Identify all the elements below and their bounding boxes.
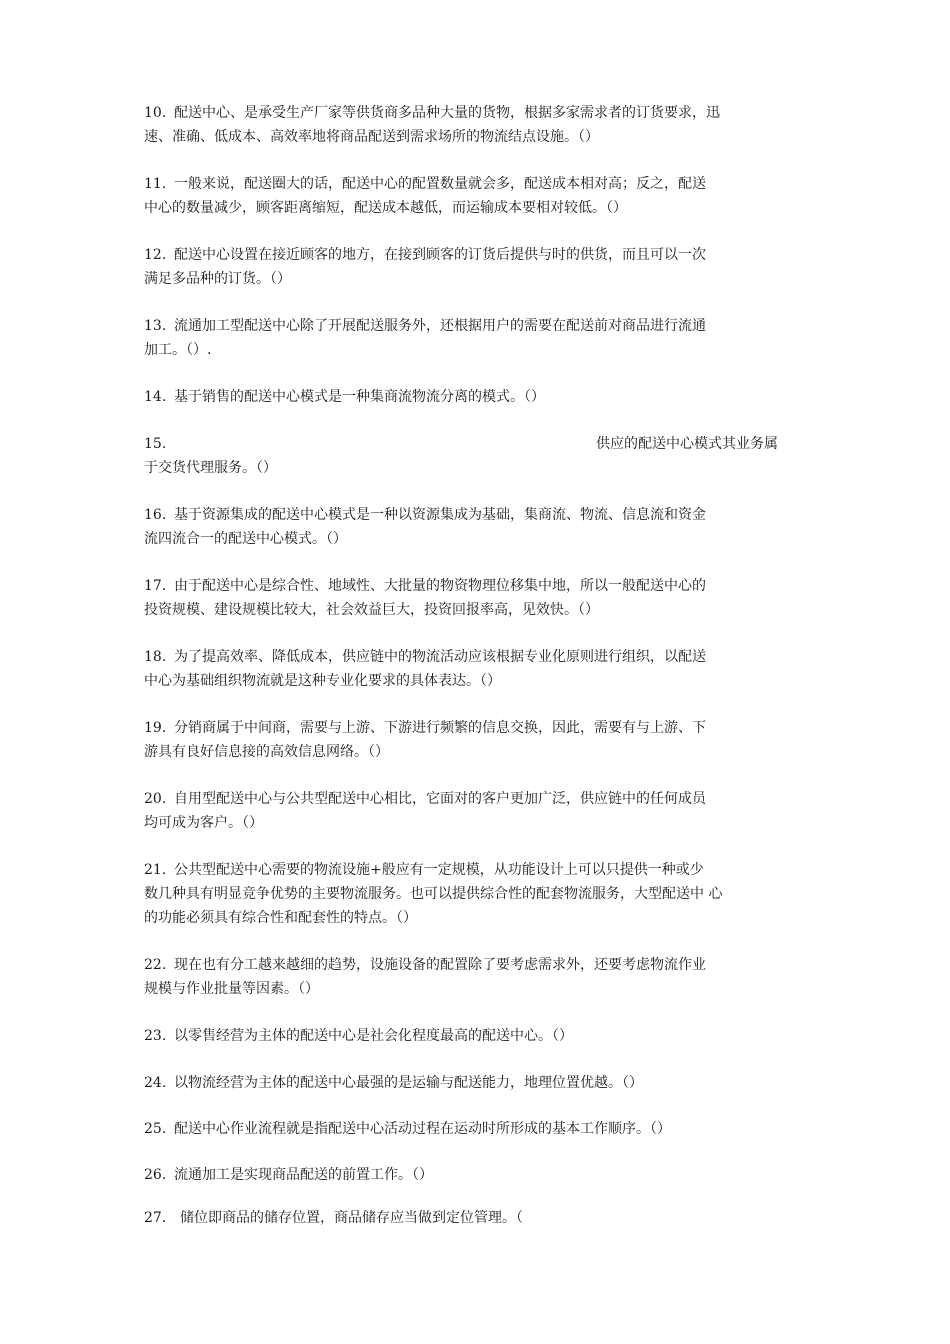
question-line: 中心的数量减少，顾客距离缩短，配送成本越低，而运输成本要相对较低。（） bbox=[144, 200, 627, 216]
question-line: 的功能必须具有综合性和配套性的特点。（） bbox=[144, 910, 417, 926]
question-line bbox=[144, 716, 824, 740]
question-number: 25. bbox=[144, 1121, 167, 1137]
question-line: 流四流合一的配送中心模式。（） bbox=[144, 531, 347, 547]
question-19 bbox=[144, 716, 824, 764]
question-number: 17. bbox=[144, 578, 167, 594]
question-line bbox=[144, 858, 824, 882]
question-line bbox=[144, 503, 824, 527]
question-text: 配送中心设置在接近顾客的地方，在接到顾客的订货后提供与时的供货，而且可以一次 bbox=[174, 247, 706, 263]
question-line bbox=[144, 1163, 824, 1187]
question-line bbox=[144, 1117, 824, 1141]
question-16 bbox=[144, 503, 824, 551]
question-line bbox=[144, 314, 824, 338]
question-text: 一般来说，配送圈大的话，配送中心的配置数量就会多，配送成本相对高；反之，配送 bbox=[174, 176, 706, 192]
question-number: 26. bbox=[144, 1167, 167, 1183]
question-line: 游具有良好信息接的高效信息网络。（） bbox=[144, 744, 389, 760]
question-number: 15. bbox=[144, 436, 167, 452]
question-line bbox=[144, 645, 824, 669]
question-13 bbox=[144, 314, 824, 362]
question-text: 现在也有分工越来越细的趋势，设施设备的配置除了要考虑需求外，还要考虑物流作业 bbox=[174, 957, 706, 973]
question-number: 22. bbox=[144, 957, 167, 973]
question-number: 11. bbox=[144, 176, 167, 192]
question-17 bbox=[144, 574, 824, 622]
question-line: 中心为基础组织物流就是这种专业化要求的具体表达。（） bbox=[144, 673, 501, 689]
question-line bbox=[144, 953, 824, 977]
question-line bbox=[144, 172, 824, 196]
question-number: 10. bbox=[144, 105, 167, 121]
question-line bbox=[144, 243, 824, 267]
question-number: 18. bbox=[144, 649, 167, 665]
question-14 bbox=[144, 385, 824, 409]
question-text: 分销商属于中间商，需要与上游、下游进行频繁的信息交换，因此，需要有与上游、下 bbox=[174, 720, 706, 736]
question-number: 27. bbox=[144, 1210, 167, 1226]
question-line: 投资规模、建设规模比较大，社会效益巨大，投资回报率高，见效快。（） bbox=[144, 602, 599, 618]
question-text: 流通加工型配送中心除了开展配送服务外，还根据用户的需要在配送前对商品进行流通 bbox=[174, 318, 706, 334]
question-text: 配送中心、是承受生产厂家等供货商多品种大量的货物，根据多家需求者的订货要求，迅 bbox=[174, 105, 720, 121]
question-21 bbox=[144, 858, 824, 930]
question-23 bbox=[144, 1024, 824, 1048]
question-line: 数几种具有明显竞争优势的主要物流服务。也可以提供综合性的配套物流服务，大型配送中 心 bbox=[144, 886, 723, 902]
question-12 bbox=[144, 243, 824, 291]
question-text: 自用型配送中心与公共型配送中心相比，它面对的客户更加广泛，供应链中的任何成员 bbox=[174, 791, 706, 807]
question-line: 于交货代理服务。（） bbox=[144, 460, 277, 476]
question-line bbox=[144, 432, 824, 456]
question-line bbox=[144, 1206, 824, 1230]
question-line: 速、准确、低成本、高效率地将商品配送到需求场所的物流结点设施。（） bbox=[144, 129, 599, 145]
question-text: 流通加工是实现商品配送的前置工作。（） bbox=[174, 1167, 433, 1183]
question-18 bbox=[144, 645, 824, 693]
question-number: 14. bbox=[144, 389, 167, 405]
question-number: 24. bbox=[144, 1075, 167, 1091]
question-27 bbox=[144, 1206, 824, 1230]
question-text: 公共型配送中心需要的物流设施+般应有一定规模，从功能设计上可以只提供一种或少 bbox=[174, 862, 704, 878]
question-22 bbox=[144, 953, 824, 1001]
question-text: 基于销售的配送中心模式是一种集商流物流分离的模式。（） bbox=[174, 389, 545, 405]
question-number: 16. bbox=[144, 507, 167, 523]
question-text: 供应的配送中心模式其业务属 bbox=[596, 436, 778, 452]
question-text: 基于资源集成的配送中心模式是一种以资源集成为基础，集商流、物流、信息流和资金 bbox=[174, 507, 706, 523]
question-15 bbox=[144, 432, 824, 480]
question-text: 以零售经营为主体的配送中心是社会化程度最高的配送中心。（） bbox=[174, 1028, 573, 1044]
question-number: 20. bbox=[144, 791, 167, 807]
question-number: 21. bbox=[144, 862, 167, 878]
question-line: 均可成为客户。（） bbox=[144, 815, 263, 831]
question-number: 12. bbox=[144, 247, 167, 263]
question-24 bbox=[144, 1071, 824, 1095]
question-line bbox=[144, 1071, 824, 1095]
question-text: 为了提高效率、降低成本，供应链中的物流活动应该根据专业化原则进行组织，以配送 bbox=[174, 649, 706, 665]
question-line bbox=[144, 574, 824, 598]
question-line: 加工。（）. bbox=[144, 342, 212, 358]
question-25 bbox=[144, 1117, 824, 1141]
question-text: 由于配送中心是综合性、地域性、大批量的物资物理位移集中地，所以一般配送中心的 bbox=[174, 578, 706, 594]
question-text: 配送中心作业流程就是指配送中心活动过程在运动时所形成的基本工作顺序。（） bbox=[174, 1121, 671, 1137]
question-line bbox=[144, 385, 824, 409]
question-line bbox=[144, 101, 824, 125]
question-number: 13. bbox=[144, 318, 167, 334]
question-11 bbox=[144, 172, 824, 220]
question-line: 规模与作业批量等因素。（） bbox=[144, 981, 319, 997]
question-text: 以物流经营为主体的配送中心最强的是运输与配送能力，地理位置优越。（） bbox=[174, 1075, 643, 1091]
question-number: 19. bbox=[144, 720, 167, 736]
question-26 bbox=[144, 1163, 824, 1187]
question-line bbox=[144, 787, 824, 811]
question-line: 满足多品种的订货。（） bbox=[144, 271, 291, 287]
question-text: 储位即商品的储存位置，商品储存应当做到定位管理。（ bbox=[180, 1210, 523, 1226]
question-10 bbox=[144, 101, 824, 149]
question-line bbox=[144, 1024, 824, 1048]
question-number: 23. bbox=[144, 1028, 167, 1044]
question-20 bbox=[144, 787, 824, 835]
